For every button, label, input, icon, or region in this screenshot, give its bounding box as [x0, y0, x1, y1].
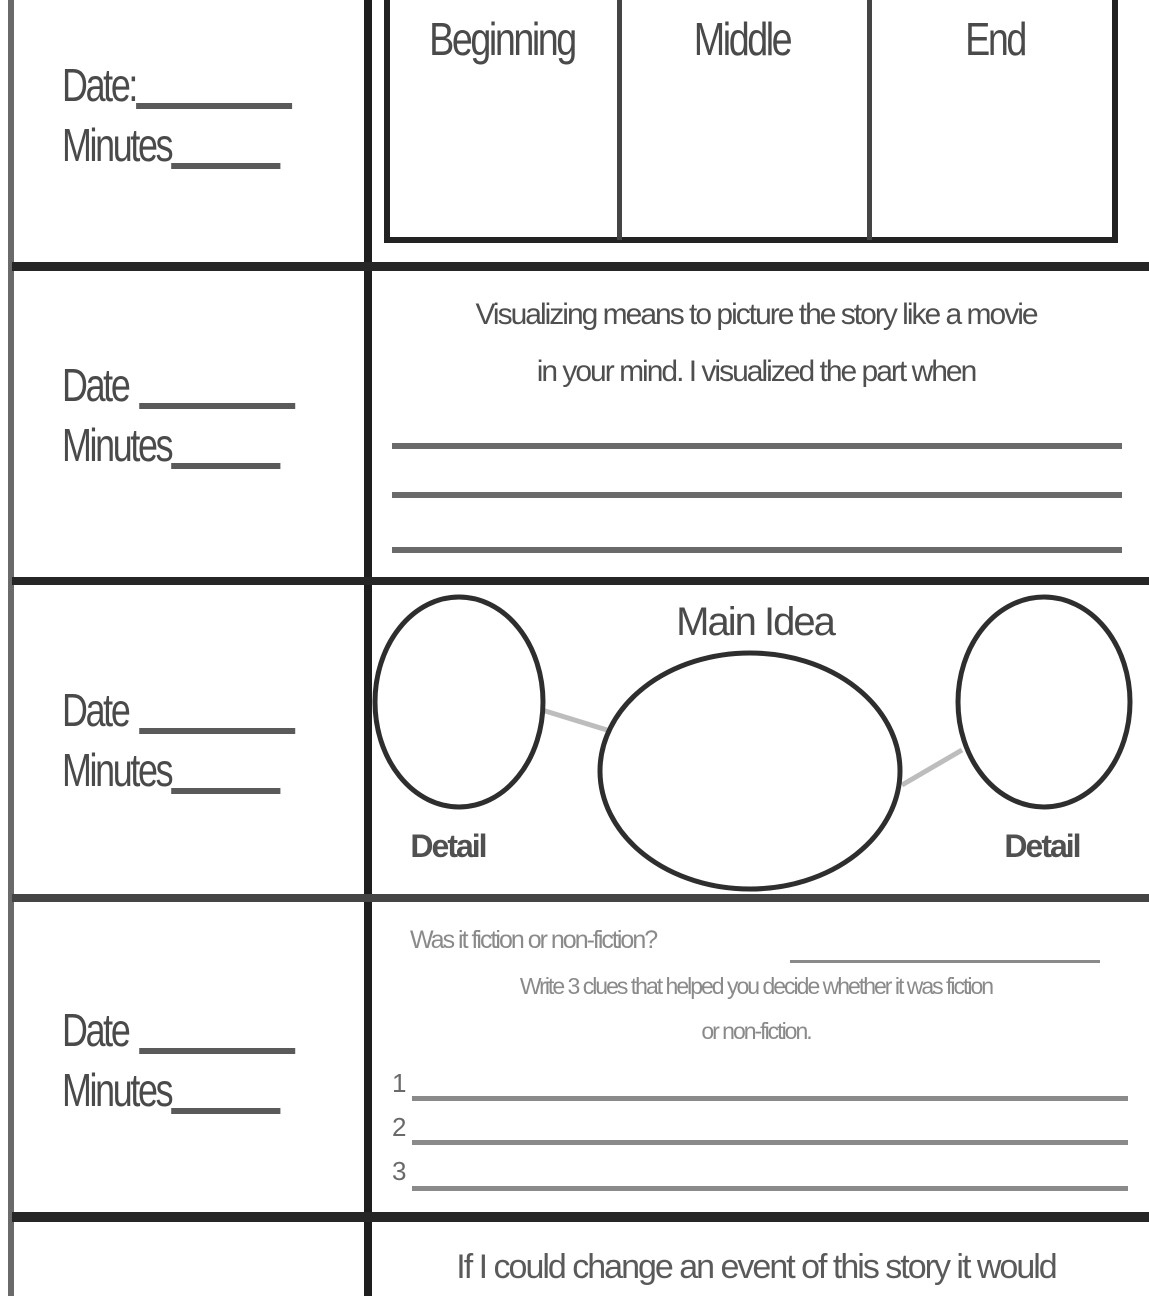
bme-header-middle: Middle	[693, 13, 791, 65]
minutes-label: Minutes	[62, 419, 172, 471]
bme-header-beginning: Beginning	[429, 13, 575, 65]
clue-number-3: 3	[392, 1156, 407, 1186]
detail-left-label: Detail	[410, 828, 486, 864]
date-label: Date	[62, 59, 129, 111]
visualize-prompt-line-2: in your mind. I visualized the part when	[536, 355, 976, 388]
date-blank[interactable]	[139, 1000, 295, 1054]
connector-left	[542, 710, 607, 730]
fiction-instruction-line-2: or non-fiction.	[701, 1018, 811, 1044]
column-divider-line	[364, 0, 372, 1296]
detail-left-bubble[interactable]	[375, 597, 543, 807]
minutes-label: Minutes	[62, 119, 172, 171]
visualize-answer-line-1[interactable]	[392, 443, 1122, 449]
row-divider-3	[12, 894, 1149, 902]
date-label: Date	[62, 1004, 129, 1056]
main-idea-label: Main Idea	[676, 600, 834, 644]
detail-right-bubble[interactable]	[958, 597, 1130, 807]
visualize-prompt-line-1: Visualizing means to picture the story like a movie	[475, 298, 1037, 331]
fiction-answer-line[interactable]	[790, 960, 1100, 963]
bme-header-end: End	[965, 13, 1025, 65]
date-blank[interactable]	[139, 355, 295, 409]
fiction-question: Was it fiction or non-fiction?	[410, 926, 657, 954]
clue-line-1[interactable]	[412, 1096, 1128, 1101]
main-idea-bubble[interactable]	[600, 653, 900, 889]
date-blank[interactable]	[139, 680, 295, 734]
connector-right	[902, 750, 962, 785]
minutes-blank[interactable]	[171, 115, 280, 169]
bme-divider-2	[867, 0, 872, 240]
change-event-prompt: If I could change an event of this story it would	[456, 1248, 1056, 1286]
row-divider-1	[12, 262, 1149, 271]
minutes-label: Minutes	[62, 744, 172, 796]
bme-cell-beginning[interactable]	[392, 80, 614, 235]
clue-number-1: 1	[392, 1068, 407, 1098]
clue-line-3[interactable]	[412, 1186, 1128, 1191]
bme-cell-end[interactable]	[874, 80, 1112, 235]
minutes-blank[interactable]	[171, 1060, 280, 1114]
log-entry-1: Date: Minutes	[62, 55, 288, 175]
log-entry-3	[62, 680, 288, 800]
log-entry-2	[62, 355, 288, 475]
left-border-line	[8, 0, 14, 1296]
clue-number-2: 2	[392, 1112, 407, 1142]
row-divider-4	[12, 1212, 1149, 1222]
minutes-blank[interactable]	[171, 740, 280, 794]
visualize-answer-line-2[interactable]	[392, 492, 1122, 498]
date-label: Date	[62, 684, 129, 736]
log-entry-4	[62, 1000, 288, 1120]
row-divider-2	[12, 577, 1149, 585]
bme-cell-middle[interactable]	[624, 80, 864, 235]
bme-divider-1	[617, 0, 622, 240]
date-blank[interactable]	[136, 55, 292, 109]
visualize-answer-line-3[interactable]	[392, 547, 1122, 553]
fiction-instruction-line-1: Write 3 clues that helped you decide whether it was fiction	[519, 973, 993, 999]
clue-line-2[interactable]	[412, 1140, 1128, 1145]
detail-right-label: Detail	[1004, 828, 1080, 864]
minutes-blank[interactable]	[171, 415, 280, 469]
minutes-label: Minutes	[62, 1064, 172, 1116]
date-label: Date	[62, 359, 129, 411]
